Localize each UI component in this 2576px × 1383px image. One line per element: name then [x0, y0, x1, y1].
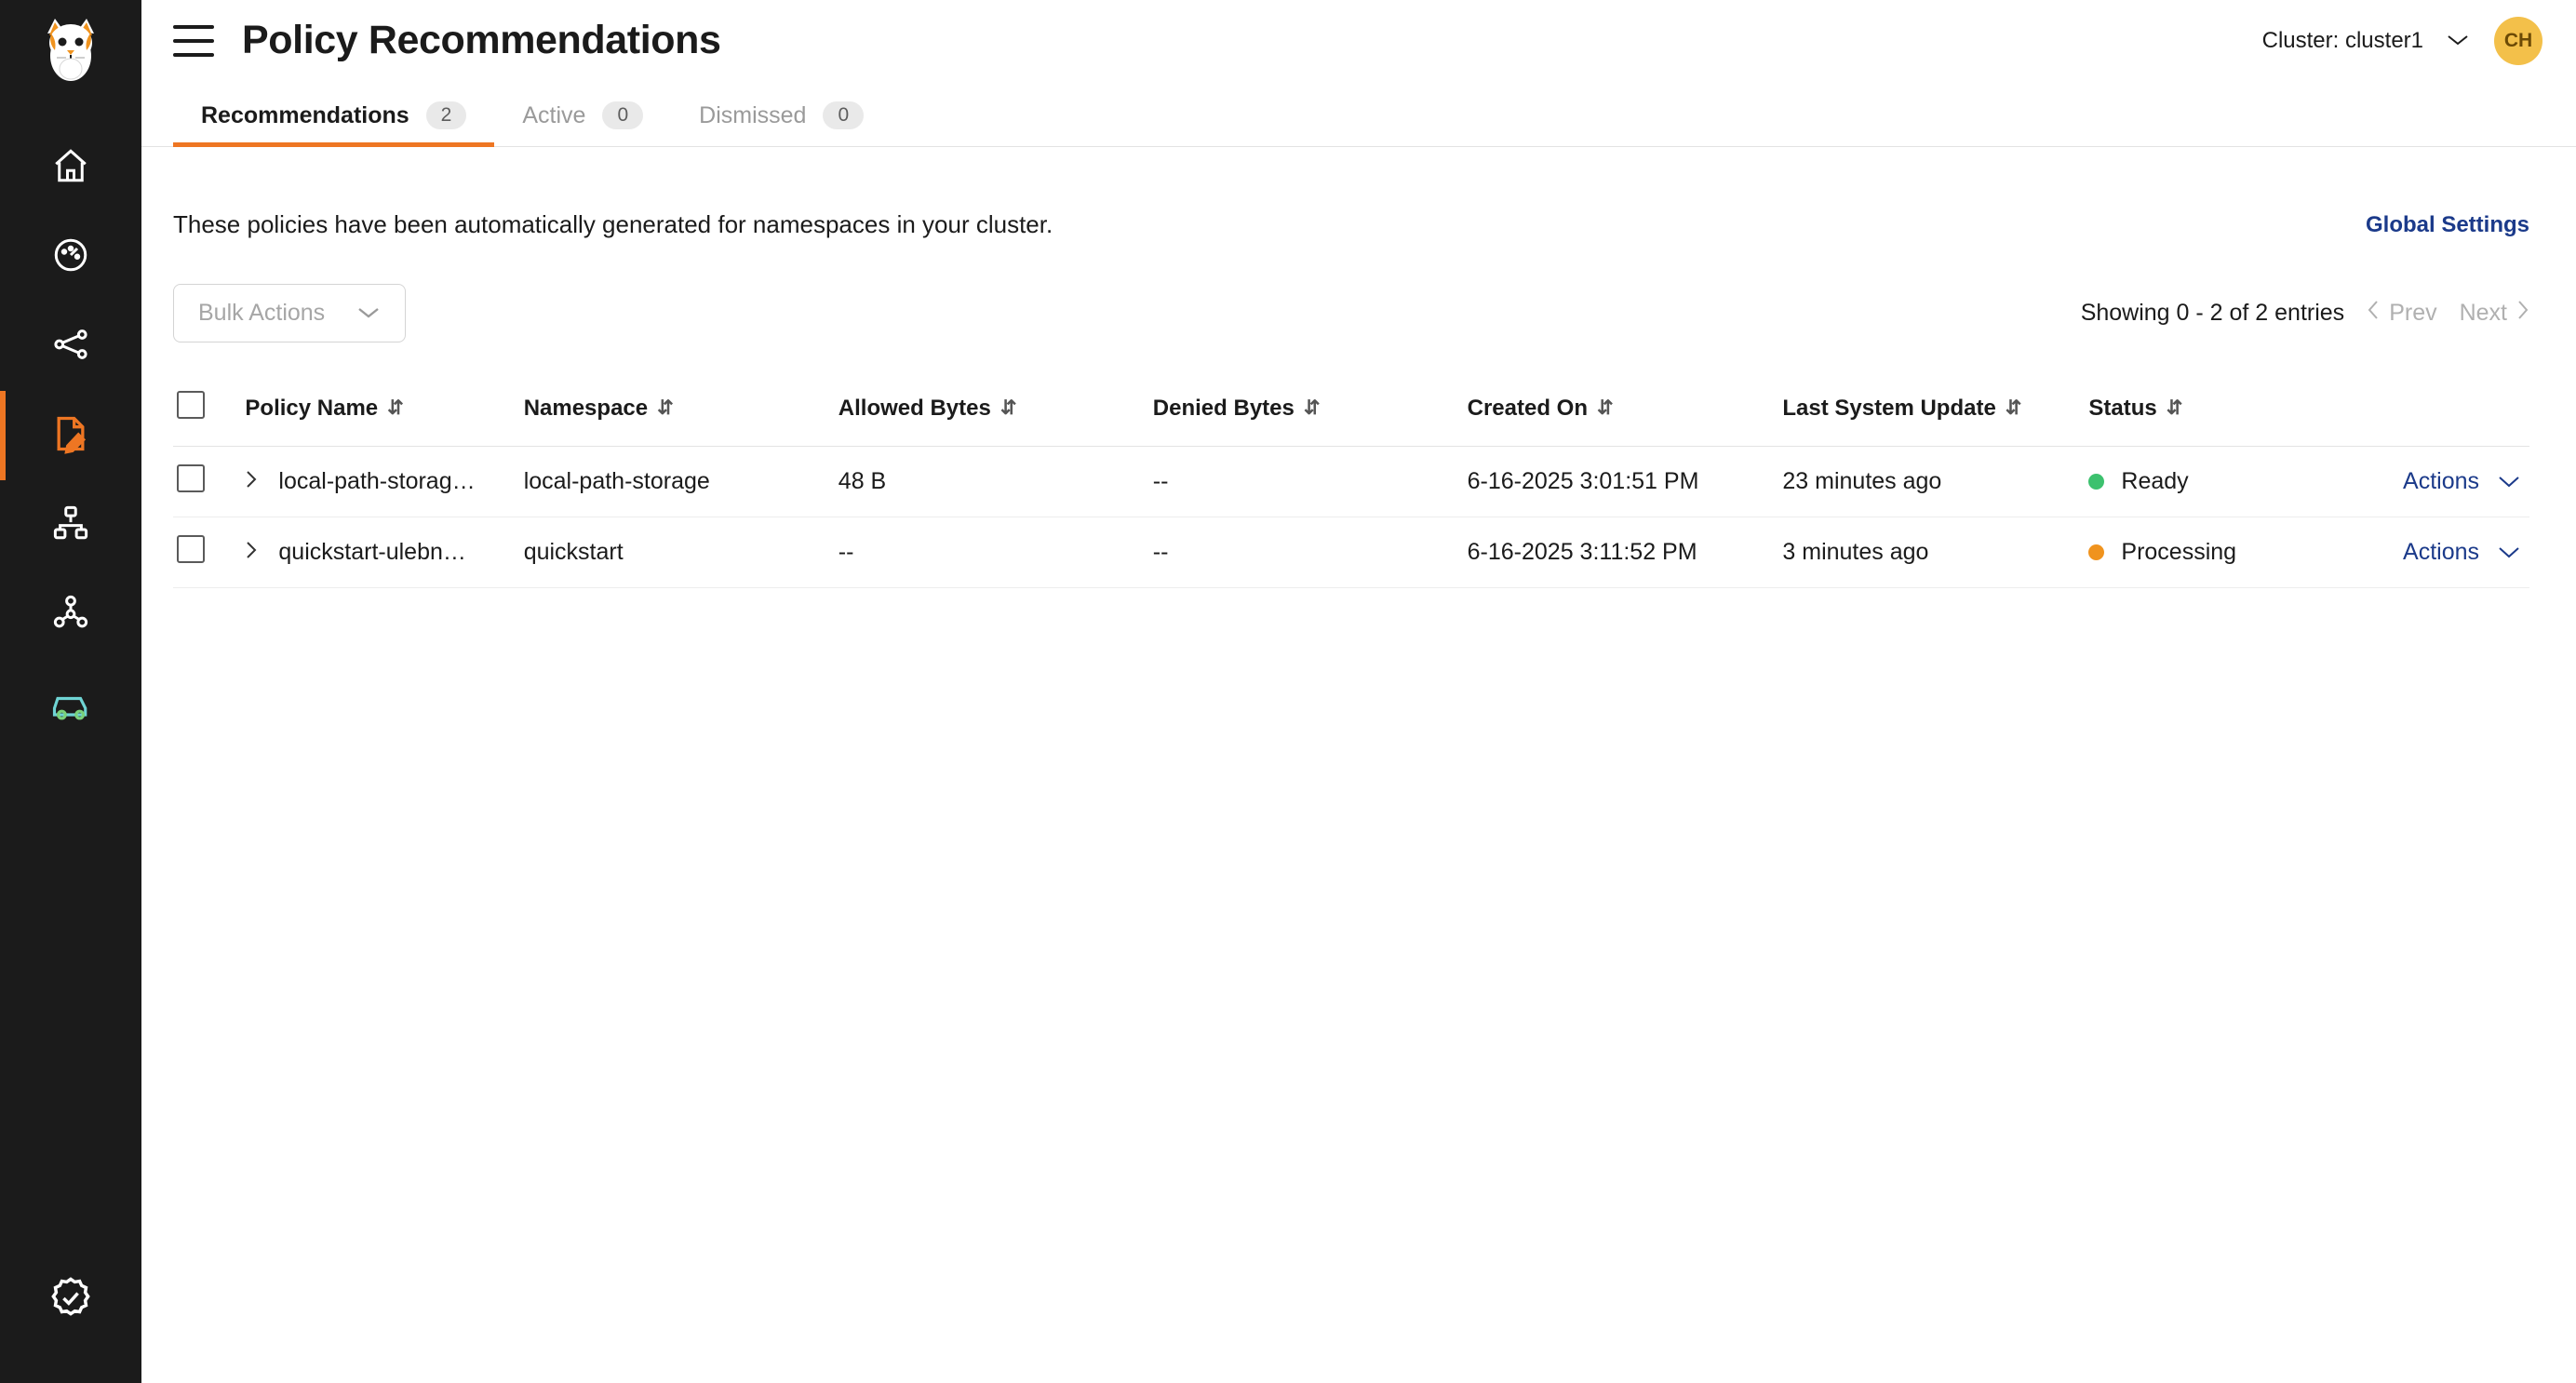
nodes-icon: [51, 504, 90, 547]
prev-page-label: Prev: [2389, 300, 2437, 326]
select-all-header: [173, 376, 245, 447]
cell-policy-name: [245, 517, 523, 588]
cell-status: [2088, 447, 2403, 517]
cell-last-system-update: 23 minutes ago: [1782, 468, 1942, 494]
sort-icon[interactable]: ⇵: [2005, 396, 2022, 419]
description-row: [173, 210, 2529, 239]
page-title: Policy Recommendations: [242, 18, 721, 62]
tab-label: Active: [522, 101, 586, 128]
row-actions-label: Actions: [2403, 539, 2479, 565]
cell-created-on: 6-16-2025 3:01:51 PM: [1467, 468, 1699, 494]
sort-icon[interactable]: ⇵: [1303, 396, 1321, 419]
status-dot-processing: [2088, 544, 2104, 560]
cell-denied-bytes: --: [1152, 539, 1169, 565]
bulk-actions-dropdown[interactable]: [173, 284, 406, 342]
cell-namespace: quickstart: [523, 539, 624, 565]
tab-count-badge: 0: [602, 101, 643, 129]
cluster-mesh-icon: [51, 593, 90, 637]
table-body: [173, 447, 2529, 588]
table-header-row: [173, 376, 2529, 447]
column-label: Namespace: [523, 395, 649, 421]
row-select-cell: [173, 517, 245, 588]
sidebar-item-home[interactable]: [0, 123, 141, 212]
cell-actions: [2403, 517, 2529, 588]
cell-allowed-bytes: 48 B: [838, 468, 887, 494]
row-actions-button[interactable]: [2403, 539, 2529, 566]
policy-name-text: local-path-storag…: [278, 468, 476, 494]
column-label: Policy Name: [245, 395, 379, 421]
sidebar-item-cluster-mesh[interactable]: [0, 570, 141, 659]
column-denied-bytes: [1153, 376, 1468, 447]
expand-row-icon[interactable]: [245, 540, 258, 566]
column-label: Status: [2088, 395, 2157, 421]
expand-row-icon[interactable]: [245, 469, 258, 495]
status-dot-ready: [2088, 474, 2104, 490]
sidebar: [0, 0, 141, 1383]
sort-icon[interactable]: ⇵: [1597, 396, 1614, 419]
sidebar-item-policies[interactable]: [0, 391, 141, 480]
sidebar-nav: [0, 123, 141, 748]
sidebar-bottom: [0, 1274, 141, 1327]
row-actions-button[interactable]: [2403, 468, 2529, 495]
sort-icon[interactable]: ⇵: [1000, 396, 1017, 419]
chevron-down-icon: [2446, 28, 2470, 54]
pagination: [2081, 300, 2529, 327]
column-label: Denied Bytes: [1152, 395, 1295, 421]
policy-name-text: quickstart-ulebn…: [278, 539, 466, 565]
chevron-left-icon: [2367, 300, 2380, 327]
sort-icon[interactable]: ⇵: [387, 396, 404, 419]
column-last-system-update: [1782, 376, 2088, 447]
row-checkbox[interactable]: [177, 535, 205, 563]
cell-namespace: local-path-storage: [523, 468, 710, 494]
sidebar-item-dashboard[interactable]: [0, 212, 141, 302]
next-page-button[interactable]: [2460, 300, 2529, 327]
table-header: [173, 376, 2529, 447]
sidebar-item-image-assurance[interactable]: [0, 659, 141, 748]
tigera-mascot-logo: [36, 13, 105, 86]
status-badge: Ready: [2121, 468, 2189, 494]
tab-label: Recommendations: [201, 101, 409, 128]
dashboard-icon: [51, 235, 90, 279]
hamburger-bar: [173, 39, 214, 43]
tab-bar: [141, 82, 2576, 147]
cluster-selector[interactable]: [2262, 28, 2470, 54]
menu-toggle-button[interactable]: [173, 25, 214, 57]
column-label: Allowed Bytes: [838, 395, 991, 421]
next-page-label: Next: [2459, 300, 2507, 326]
column-namespace: [524, 376, 839, 447]
cell-allowed-bytes: --: [838, 539, 854, 565]
tab-count-badge: 2: [426, 101, 467, 129]
cell-actions: [2403, 447, 2529, 517]
sort-icon[interactable]: ⇵: [2166, 396, 2183, 419]
cell-denied-bytes: --: [1152, 468, 1169, 494]
column-allowed-bytes: [839, 376, 1153, 447]
chevron-right-icon: [2516, 300, 2529, 327]
hamburger-bar: [173, 53, 214, 57]
tab-count-badge: 0: [823, 101, 864, 129]
table-row[interactable]: [173, 517, 2529, 588]
cluster-selector-label: Cluster: cluster1: [2261, 27, 2423, 53]
status-badge: Processing: [2121, 539, 2237, 565]
prev-page-button[interactable]: [2367, 300, 2436, 327]
select-all-checkbox[interactable]: [177, 391, 205, 419]
cell-status: [2088, 517, 2403, 588]
hamburger-bar: [173, 25, 214, 29]
page-description: These policies have been automatically generated for namespaces in your cluster.: [173, 210, 1053, 238]
policies-icon: [50, 413, 91, 459]
cell-last-system-update: 3 minutes ago: [1782, 539, 1929, 565]
image-assurance-icon: [49, 682, 92, 726]
chevron-down-icon: [2498, 468, 2520, 495]
column-policy-name: [245, 376, 523, 447]
top-bar: [141, 0, 2576, 82]
bulk-actions-label: Bulk Actions: [198, 300, 326, 326]
column-actions: [2403, 376, 2529, 447]
cell-created-on: 6-16-2025 3:11:52 PM: [1467, 539, 1697, 565]
pagination-summary: Showing 0 - 2 of 2 entries: [2080, 300, 2345, 326]
tab-label: Dismissed: [699, 101, 807, 128]
compliance-check-icon[interactable]: [47, 1274, 95, 1327]
tab-active[interactable]: [494, 101, 671, 146]
global-settings-link[interactable]: Global Settings: [2365, 211, 2529, 237]
sidebar-item-nodes[interactable]: [0, 480, 141, 570]
top-bar-right: [2262, 17, 2542, 65]
column-label: Last System Update: [1782, 395, 1996, 421]
row-select-cell: [173, 447, 245, 517]
tab-dismissed[interactable]: [671, 101, 892, 146]
column-label: Created On: [1467, 395, 1588, 421]
cell-policy-name: [245, 447, 523, 517]
recommendations-table: [173, 376, 2529, 588]
chevron-down-icon: [2498, 539, 2520, 566]
sort-icon[interactable]: ⇵: [657, 396, 674, 419]
tab-recommendations[interactable]: [173, 101, 494, 146]
main-area: [141, 0, 2576, 1383]
content-area: [141, 147, 2576, 588]
service-graph-icon: [51, 325, 90, 369]
chevron-down-icon: [356, 300, 381, 327]
row-actions-label: Actions: [2403, 468, 2479, 494]
row-checkbox[interactable]: [177, 464, 205, 492]
avatar[interactable]: CH: [2494, 17, 2542, 65]
toolbar-row: [173, 284, 2529, 342]
home-icon: [51, 146, 90, 190]
sidebar-item-service-graph[interactable]: [0, 302, 141, 391]
table-row[interactable]: [173, 447, 2529, 517]
column-status: [2088, 376, 2403, 447]
column-created-on: [1468, 376, 1783, 447]
